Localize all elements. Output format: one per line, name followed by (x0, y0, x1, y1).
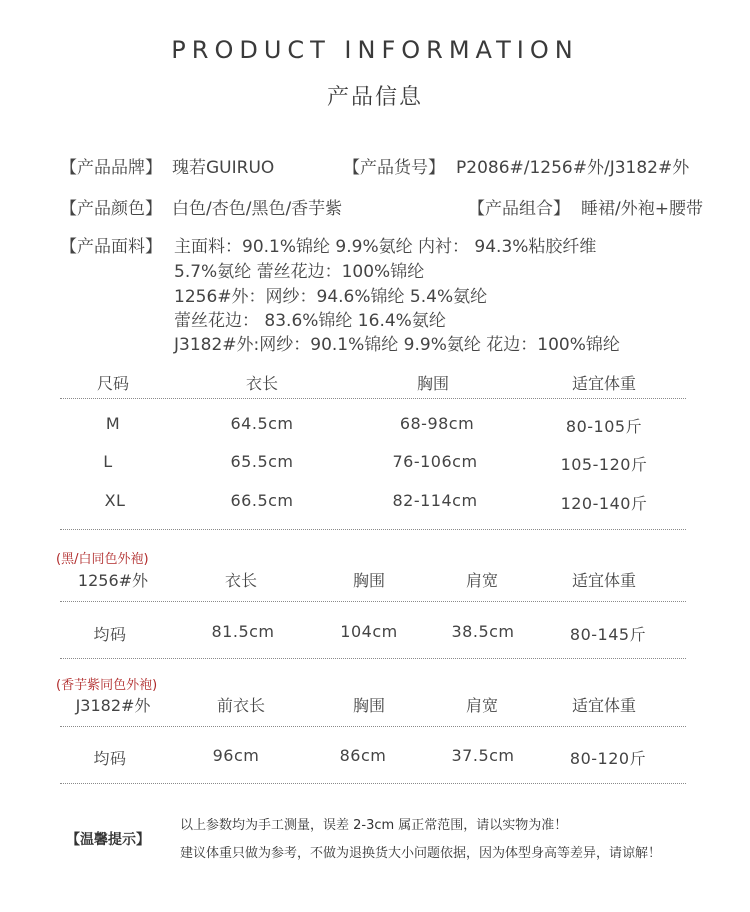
table2-cell: 80-145斤 (569, 625, 647, 644)
color-label: 【产品颜色】 (60, 199, 162, 219)
sku-label: 【产品货号】 (343, 158, 445, 178)
table3-note: (香芋紫同色外袍) (56, 678, 158, 693)
table1-cell: 64.5cm (230, 414, 294, 433)
fabric-line: 主面料：90.1%锦纶 9.9%氨纶 内衬： 94.3%粘胶纤维 (174, 237, 597, 257)
page-title-english: PRODUCT INFORMATION (171, 36, 579, 64)
table2-cell: 81.5cm (211, 622, 275, 641)
table1-cell: 65.5cm (230, 452, 294, 471)
color-value: 白色/杏色/黑色/香芋紫 (172, 199, 343, 219)
table1-cell: L (103, 452, 113, 471)
table1-header: 胸围 (416, 374, 450, 393)
fabric-label: 【产品面料】 (60, 237, 162, 257)
table2-header: 胸围 (352, 571, 386, 590)
table1-cell: 66.5cm (230, 491, 294, 510)
table1-header: 衣长 (245, 374, 279, 393)
table2-header: 肩宽 (465, 571, 499, 590)
sku-value: P2086#/1256#外/J3182#外 (456, 158, 690, 178)
tips-line: 以上参数均为手工测量，误差 2-3cm 属正常范围，请以实物为准！ (180, 818, 568, 833)
table1-cell: 120-140斤 (560, 494, 648, 513)
fabric-line: 5.7%氨纶 蕾丝花边：100%锦纶 (174, 262, 425, 282)
table1-cell: 105-120斤 (560, 455, 648, 474)
divider (60, 529, 686, 530)
table2-header: 衣长 (224, 571, 258, 590)
table1-cell: 82-114cm (392, 491, 478, 510)
combo-label: 【产品组合】 (468, 199, 570, 219)
divider (60, 601, 686, 602)
table1-cell: M (105, 414, 121, 433)
fabric-line: J3182#外:网纱：90.1%锦纶 9.9%氨纶 花边：100%锦纶 (174, 335, 620, 355)
table3-header: 适宜体重 (571, 696, 637, 715)
table1-header: 尺码 (96, 374, 130, 393)
table2-cell: 104cm (340, 622, 398, 641)
fabric-line: 1256#外：网纱：94.6%锦纶 5.4%氨纶 (174, 287, 488, 307)
table2-note: (黑/白同色外袍) (56, 552, 149, 567)
table1-cell: 68-98cm (399, 414, 475, 433)
table3-cell: 均码 (93, 749, 127, 768)
tips-line: 建议体重只做为参考，不做为退换货大小问题依据，因为体型身高等差异，请谅解！ (180, 846, 662, 861)
table3-header: J3182#外 (75, 696, 151, 715)
divider (60, 783, 686, 784)
table1-cell: 80-105斤 (565, 417, 643, 436)
combo-value: 睡裙/外袍+腰带 (581, 199, 703, 219)
divider (60, 726, 686, 727)
table2-cell: 均码 (93, 625, 127, 644)
divider (60, 398, 686, 399)
table3-cell: 86cm (339, 746, 387, 765)
table2-header: 1256#外 (77, 571, 149, 590)
page-title-chinese: 产品信息 (326, 85, 423, 110)
table3-cell: 96cm (212, 746, 260, 765)
table3-cell: 80-120斤 (569, 749, 647, 768)
table1-header: 适宜体重 (571, 374, 637, 393)
brand-value: 瑰若GUIRUO (172, 158, 275, 178)
tips-label: 【温馨提示】 (66, 832, 150, 848)
table3-header: 胸围 (352, 696, 386, 715)
table3-cell: 37.5cm (451, 746, 515, 765)
table2-header: 适宜体重 (571, 571, 637, 590)
table3-header: 前衣长 (216, 696, 266, 715)
table1-cell: 76-106cm (392, 452, 478, 471)
table1-cell: XL (104, 491, 126, 510)
brand-label: 【产品品牌】 (60, 158, 162, 178)
divider (60, 658, 686, 659)
table2-cell: 38.5cm (451, 622, 515, 641)
fabric-line: 蕾丝花边： 83.6%锦纶 16.4%氨纶 (174, 311, 446, 331)
table3-header: 肩宽 (465, 696, 499, 715)
